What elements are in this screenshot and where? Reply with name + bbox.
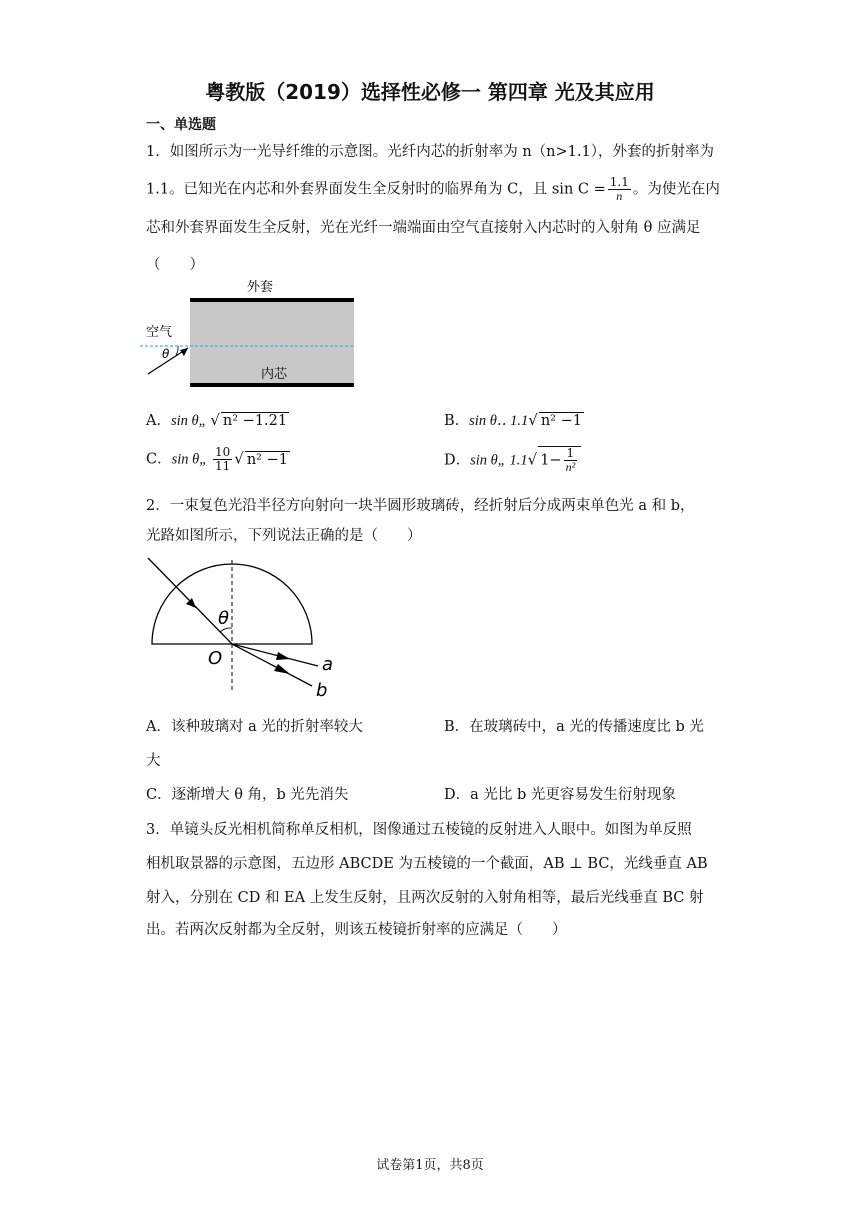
q2-option-b[interactable]: B．在玻璃砖中，a 光的传播速度比 b 光 bbox=[444, 719, 704, 735]
q1-option-d-fraction bbox=[564, 447, 578, 474]
q1-option-a-label: A． bbox=[146, 413, 171, 429]
semicircle-diagram bbox=[140, 552, 340, 702]
q1-option-b-radicand: n² −1 bbox=[540, 413, 582, 429]
fiber-outer-boundary-bottom bbox=[190, 383, 354, 387]
label-core: 内芯 bbox=[260, 367, 288, 382]
q1-option-d-radicand-a: 1− bbox=[540, 452, 562, 469]
q1-option-c-frac-num: 10 bbox=[214, 445, 231, 459]
q2-option-a[interactable]: A．该种玻璃对 a 光的折射率较大 bbox=[146, 719, 363, 735]
q1-option-b-label: B． bbox=[444, 413, 470, 429]
q2-option-b-continued: 大 bbox=[146, 753, 161, 769]
q1-option-c-lead: sin θ„ bbox=[171, 451, 211, 468]
fiber-outer-boundary-top bbox=[190, 298, 354, 302]
label-theta: θ bbox=[218, 608, 230, 629]
q1-option-d-label: D． bbox=[444, 452, 471, 469]
q1-option-b-lead: sin θ‥ 1.1 bbox=[469, 413, 529, 429]
incident-beam-arrow-icon bbox=[186, 598, 196, 608]
q1-line-3: 芯和外套界面发生全反射，光在光纤一端端面由空气直接射入内芯时的入射角 θ 应满足 bbox=[146, 220, 701, 236]
ray-b-arrow-icon bbox=[274, 664, 290, 674]
q3-line-4: 出。若两次反射都为全反射，则该五棱镜折射率的应满足（ ） bbox=[146, 922, 567, 938]
q1-option-c-frac-den: 11 bbox=[214, 459, 231, 473]
q1-line-2b: 。为使光在内 bbox=[632, 181, 720, 198]
ray-a bbox=[232, 644, 318, 666]
page-title: 粤教版（2019）选择性必修一 第四章 光及其应用 bbox=[205, 80, 655, 104]
q1-line-2 bbox=[146, 176, 720, 203]
q1-option-d[interactable]: D．sin θ„ 1.1√ 1− $\frac{1}{\text{n²}}$ bbox=[444, 446, 581, 474]
q1-critical-fraction bbox=[608, 176, 631, 203]
q1-option-d-radicand bbox=[538, 446, 581, 474]
q1-option-c-radicand: n² −1 bbox=[246, 451, 288, 468]
label-b: b bbox=[316, 680, 328, 701]
label-a: a bbox=[322, 654, 334, 675]
q2-line-2: 光路如图所示，下列说法正确的是（ ） bbox=[146, 528, 422, 544]
q2-option-c[interactable]: C．逐渐增大 θ 角，b 光先消失 bbox=[146, 787, 349, 803]
q1-option-d-frac-den: n² bbox=[565, 460, 576, 474]
label-theta: θ bbox=[162, 347, 170, 361]
q1-line-4: （ ） bbox=[146, 257, 204, 273]
label-o: O bbox=[208, 648, 223, 669]
page-footer: 试卷第1页，共8页 bbox=[376, 1158, 484, 1173]
q2-line-1: 2．一束复色光沿半径方向射向一块半圆形玻璃砖，经折射后分成两束单色光 a 和 b， bbox=[146, 498, 695, 514]
q1-line-2a: 1.1。已知光在内芯和外套界面发生全反射时的临界角为 C，且 sin C = bbox=[146, 181, 606, 198]
q1-option-a[interactable]: A．sin θ„ √ n² −1.21 bbox=[146, 411, 288, 429]
section-heading: 一、单选题 bbox=[146, 117, 216, 133]
q1-option-c[interactable]: C．sin θ„ $\frac{10}{11}$ √ n² −1 bbox=[146, 445, 288, 473]
q1-line-1: 1．如图所示为一光导纤维的示意图。光纤内芯的折射率为 n（n>1.1），外套的折射率为 bbox=[146, 144, 714, 160]
q1-frac-num: 1.1 bbox=[609, 175, 629, 189]
label-air: 空气 bbox=[146, 325, 173, 340]
q1-option-b[interactable]: B．sin θ‥ 1.1√ n² −1 bbox=[444, 411, 582, 429]
q1-option-a-radicand: n² −1.21 bbox=[222, 413, 288, 429]
q3-line-3: 射入，分别在 CD 和 EA 上发生反射，且两次反射的入射角相等，最后光线垂直 BC 射 bbox=[146, 890, 704, 906]
q1-frac-den: n bbox=[616, 189, 623, 203]
ray-b bbox=[232, 644, 312, 686]
q2-option-d[interactable]: D．a 光比 b 光更容易发生衍射现象 bbox=[444, 787, 676, 803]
q1-option-d-lead: sin θ„ 1.1 bbox=[470, 452, 528, 469]
q1-option-c-label: C． bbox=[146, 451, 172, 468]
theta-arc bbox=[176, 346, 178, 355]
q1-option-a-lead: sin θ„ bbox=[170, 413, 211, 429]
q1-option-c-fraction bbox=[213, 446, 232, 473]
q1-option-d-frac-num: 1 bbox=[564, 447, 578, 461]
ray-a-arrow-icon bbox=[276, 652, 290, 660]
q3-line-2: 相机取景器的示意图，五边形 ABCDE 为五棱镜的一个截面，AB ⊥ BC，光线垂直 AB bbox=[146, 856, 708, 872]
label-outer: 外套 bbox=[246, 280, 274, 295]
fiber-diagram bbox=[140, 276, 370, 394]
q3-line-1: 3．单镜头反光相机简称单反相机，图像通过五棱镜的反射进入人眼中。如图为单反照 bbox=[146, 822, 692, 838]
